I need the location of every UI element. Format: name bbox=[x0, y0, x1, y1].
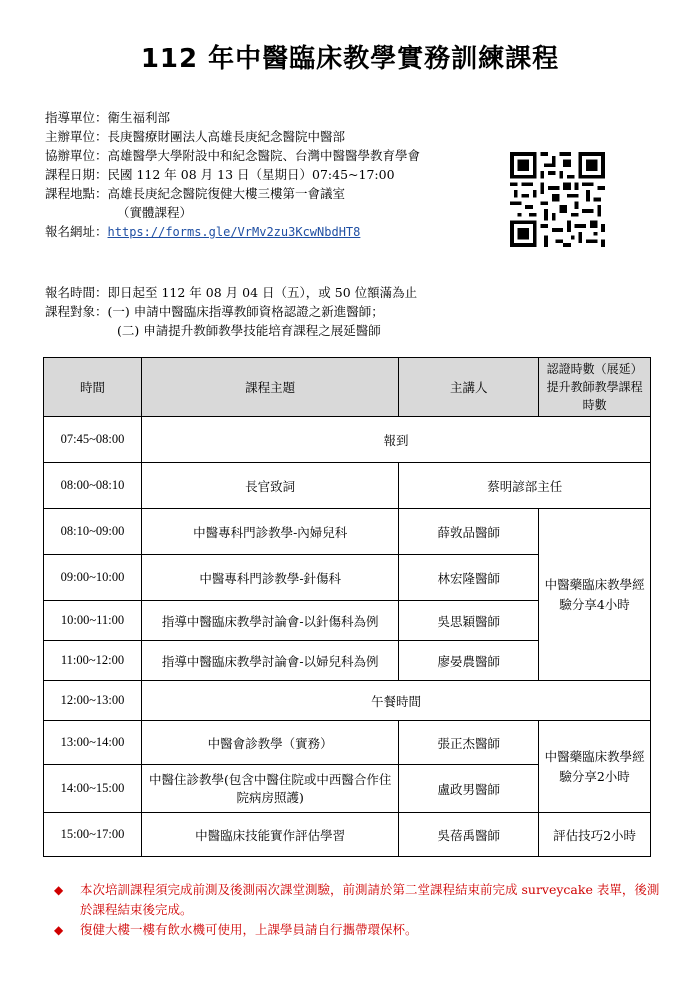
row-topic: 長官致詞 bbox=[141, 463, 398, 509]
diamond-bullet-icon: ◆ bbox=[54, 883, 64, 897]
registration-label: 報名網址： bbox=[45, 224, 108, 239]
audience-2: (二) 申請提升教師教學技能培育課程之展延醫師 bbox=[117, 323, 381, 338]
table-row bbox=[44, 813, 651, 857]
row-speaker: 盧政男醫師 bbox=[399, 765, 539, 813]
course-location: 課程地點：高雄長庚紀念醫院復健大樓三樓第一會議室 bbox=[45, 186, 346, 201]
header-time: 時間 bbox=[44, 358, 142, 417]
table-row bbox=[44, 509, 651, 555]
registration-time: 報名時間：即日起至 112 年 08 月 04 日（五），或 50 位額滿為止 bbox=[45, 285, 418, 300]
row-topic: 指導中醫臨床教學討論會-以婦兒科為例 bbox=[141, 641, 398, 681]
row-topic: 中醫住診教學(包含中醫住院或中西醫合作住院病房照護) bbox=[141, 765, 398, 813]
registration-link[interactable]: https://forms.gle/VrMv2zu3KcwNbdHT8 bbox=[107, 225, 361, 239]
note-text: 復健大樓一樓有飲水機可使用，上課學員請自行攜帶環保杯。 bbox=[80, 922, 418, 937]
row-speaker: 吳思穎醫師 bbox=[399, 601, 539, 641]
host-unit: 主辦單位：長庚醫療財團法人高雄長庚紀念醫院中醫部 bbox=[45, 129, 346, 144]
row-topic: 中醫專科門診教學-針傷科 bbox=[141, 555, 398, 601]
schedule-table bbox=[43, 357, 651, 857]
row-hours: 中醫藥臨床教學經驗分享4小時 bbox=[539, 509, 651, 681]
registration-details bbox=[45, 283, 417, 340]
row-hours: 中醫藥臨床教學經驗分享2小時 bbox=[539, 721, 651, 813]
row-topic: 指導中醫臨床教學討論會-以針傷科為例 bbox=[141, 601, 398, 641]
row-time: 14:00~15:00 bbox=[44, 765, 142, 813]
row-time: 09:00~10:00 bbox=[44, 555, 142, 601]
course-date: 課程日期：民國 112 年 08 月 13 日（星期日）07:45~17:00 bbox=[45, 167, 395, 182]
row-topic: 中醫會診教學（實務） bbox=[141, 721, 398, 765]
table-row bbox=[44, 417, 651, 463]
table-row bbox=[44, 681, 651, 721]
table-header-row bbox=[44, 358, 651, 417]
row-speaker: 林宏隆醫師 bbox=[399, 555, 539, 601]
course-info bbox=[45, 108, 420, 242]
row-time: 07:45~08:00 bbox=[44, 417, 142, 463]
audience-1: 課程對象：(一) 申請中醫臨床指導教師資格認證之新進醫師； bbox=[45, 304, 384, 319]
page-title: 112 年中醫臨床教學實務訓練課程 bbox=[140, 44, 560, 74]
row-time: 11:00~12:00 bbox=[44, 641, 142, 681]
notes bbox=[54, 880, 664, 940]
row-time: 12:00~13:00 bbox=[44, 681, 142, 721]
row-speaker: 吳蓓禹醫師 bbox=[399, 813, 539, 857]
registration-row bbox=[45, 222, 420, 242]
note-item bbox=[54, 920, 664, 940]
row-speaker: 張正杰醫師 bbox=[399, 721, 539, 765]
row-hours: 評估技巧2小時 bbox=[539, 813, 651, 857]
row-time: 13:00~14:00 bbox=[44, 721, 142, 765]
row-topic: 中醫專科門診教學-內婦兒科 bbox=[141, 509, 398, 555]
qr-code-icon[interactable] bbox=[510, 152, 605, 247]
row-topic: 午餐時間 bbox=[141, 681, 650, 721]
row-time: 08:00~08:10 bbox=[44, 463, 142, 509]
table-row bbox=[44, 721, 651, 765]
guide-unit: 指導單位：衛生福利部 bbox=[45, 110, 171, 125]
header-hours: 認證時數（展延）提升教師教學課程時數 bbox=[539, 358, 651, 417]
row-time: 08:10~09:00 bbox=[44, 509, 142, 555]
row-topic: 中醫臨床技能實作評估學習 bbox=[141, 813, 398, 857]
header-topic: 課程主題 bbox=[141, 358, 398, 417]
note-text: 本次培訓課程須完成前測及後測兩次課堂測驗，前測請於第二堂課程結束前完成 surveycake 表單，後測於課程結束後完成。 bbox=[80, 882, 660, 917]
co-host-unit: 協辦單位：高雄醫學大學附設中和紀念醫院、台灣中醫醫學教育學會 bbox=[45, 148, 421, 163]
diamond-bullet-icon: ◆ bbox=[54, 923, 64, 937]
note-item bbox=[54, 880, 664, 920]
table-row bbox=[44, 463, 651, 509]
row-speaker: 蔡明諺部主任 bbox=[399, 463, 651, 509]
row-time: 15:00~17:00 bbox=[44, 813, 142, 857]
row-speaker: 薛敦品醫師 bbox=[399, 509, 539, 555]
row-speaker: 廖晏農醫師 bbox=[399, 641, 539, 681]
header-speaker: 主講人 bbox=[399, 358, 539, 417]
row-time: 10:00~11:00 bbox=[44, 601, 142, 641]
row-topic: 報到 bbox=[141, 417, 650, 463]
location-note: （實體課程） bbox=[117, 205, 193, 220]
